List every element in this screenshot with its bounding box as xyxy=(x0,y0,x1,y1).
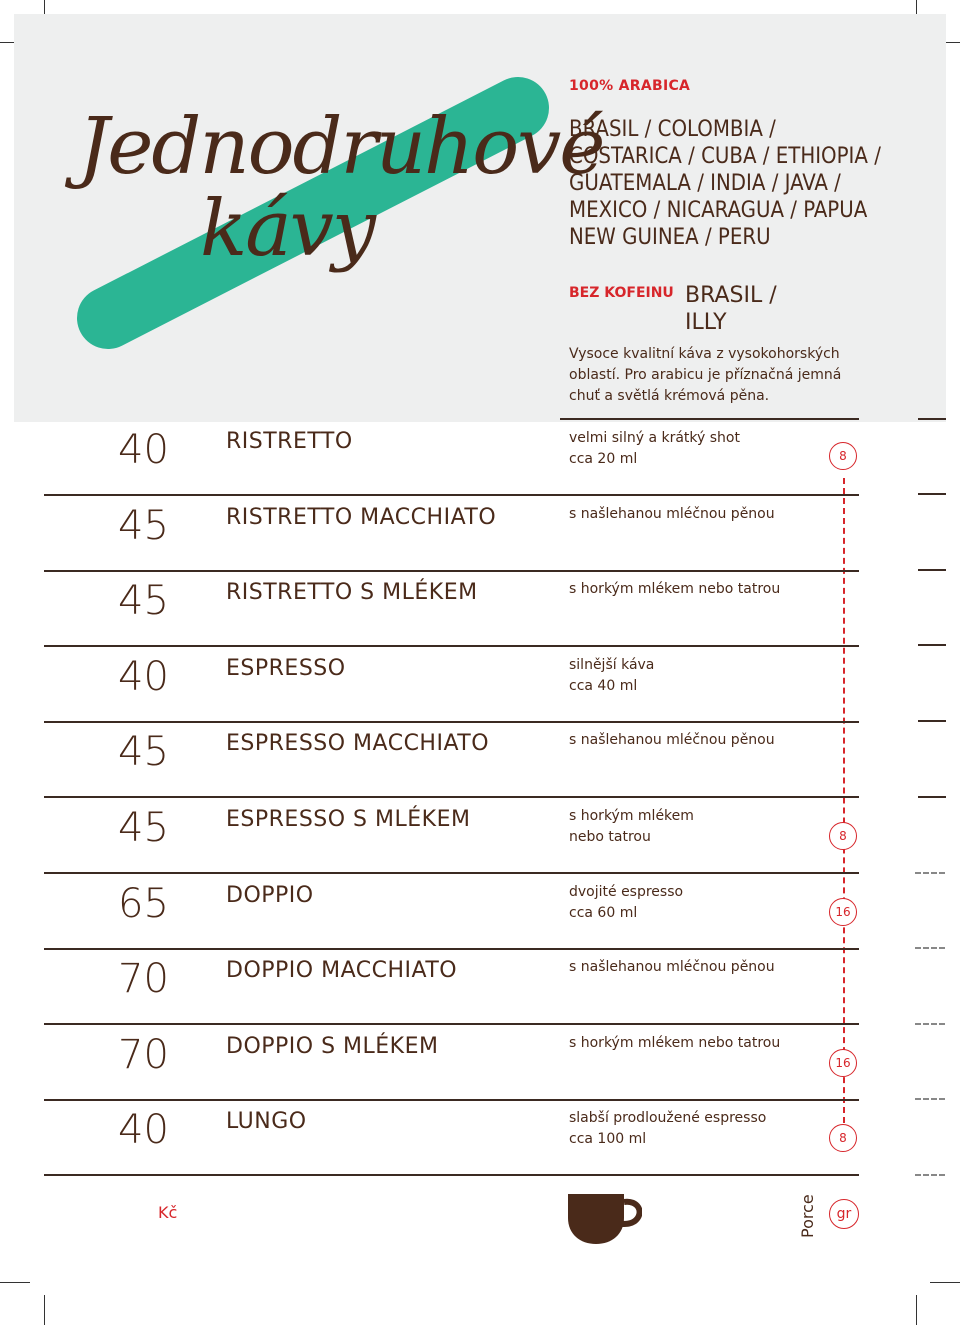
menu-row xyxy=(44,420,859,496)
menu-row xyxy=(44,798,859,874)
price: 45 xyxy=(118,578,169,624)
currency-label: Kč xyxy=(158,1203,178,1222)
edge-tick xyxy=(918,644,946,646)
drink-description: velmi silný a krátký shot cca 20 ml xyxy=(569,430,740,467)
row-divider xyxy=(44,1174,859,1176)
edge-dash xyxy=(915,947,945,949)
price: 45 xyxy=(118,729,169,775)
page-title-line1: Jednodruhové xyxy=(78,102,604,192)
menu-row xyxy=(44,1100,859,1176)
portion-label: Porce xyxy=(798,1194,817,1238)
menu-row xyxy=(44,647,859,723)
price: 40 xyxy=(118,654,169,700)
edge-tick xyxy=(918,418,946,420)
drink-name: RISTRETTO xyxy=(226,429,353,454)
gram-unit-badge: gr xyxy=(829,1199,859,1229)
drink-name: ESPRESSO xyxy=(226,656,346,681)
drink-description: dvojité espresso cca 60 ml xyxy=(569,884,684,921)
drink-name: DOPPIO MACCHIATO xyxy=(226,958,458,983)
gram-badge: 8 xyxy=(829,442,857,470)
price: 45 xyxy=(118,805,169,851)
gram-badge: 16 xyxy=(829,1049,857,1077)
menu-row xyxy=(44,874,859,950)
drink-description: s našlehanou mléčnou pěnou xyxy=(569,506,775,522)
edge-dash xyxy=(915,1174,945,1176)
price: 45 xyxy=(118,503,169,549)
price: 40 xyxy=(118,1107,169,1153)
decaf-origins: BRASIL / ILLY xyxy=(685,283,777,335)
origins-list: BRASIL / COLOMBIA / COSTARICA / CUBA / ETHIOPIA / GUATEMALA / INDIA / JAVA / MEXICO / NICARAGUA / PAPUA NEW GUINEA / PERU xyxy=(569,117,881,250)
price: 65 xyxy=(118,881,169,927)
edge-dash xyxy=(915,872,945,874)
price: 70 xyxy=(118,1032,169,1078)
row-divider xyxy=(560,418,859,420)
menu-row xyxy=(44,722,859,798)
menu-row xyxy=(44,949,859,1025)
menu-row xyxy=(44,496,859,572)
drink-description: s našlehanou mléčnou pěnou xyxy=(569,959,775,975)
crop-mark xyxy=(930,1282,960,1283)
coffee-cup-icon xyxy=(566,1190,642,1246)
menu-row xyxy=(44,1025,859,1101)
page-title-line2: kávy xyxy=(200,184,374,274)
drink-description: slabší prodloužené espresso cca 100 ml xyxy=(569,1110,767,1147)
drink-name: DOPPIO S MLÉKEM xyxy=(226,1034,439,1059)
edge-tick xyxy=(918,569,946,571)
intro-text: Vysoce kvalitní káva z vysokohorských oblastí. Pro arabicu je příznačná jemná chuť a světlá krémová pěna. xyxy=(569,346,842,404)
edge-tick xyxy=(918,493,946,495)
drink-description: s horkým mlékem nebo tatrou xyxy=(569,581,781,597)
edge-dash xyxy=(915,1023,945,1025)
crop-mark xyxy=(0,1282,30,1283)
drink-description: silnější káva cca 40 ml xyxy=(569,657,655,694)
drink-name: LUNGO xyxy=(226,1109,307,1134)
edge-tick xyxy=(918,720,946,722)
drink-name: RISTRETTO S MLÉKEM xyxy=(226,580,478,605)
crop-mark xyxy=(44,1295,45,1325)
menu-row xyxy=(44,571,859,647)
edge-dash xyxy=(915,1098,945,1100)
drink-name: DOPPIO xyxy=(226,883,314,908)
drink-name: RISTRETTO MACCHIATO xyxy=(226,505,497,530)
drink-description: s horkým mlékem nebo tatrou xyxy=(569,1035,781,1051)
gram-badge: 8 xyxy=(829,822,857,850)
drink-name: ESPRESSO MACCHIATO xyxy=(226,731,490,756)
price: 70 xyxy=(118,956,169,1002)
drink-name: ESPRESSO S MLÉKEM xyxy=(226,807,471,832)
edge-tick xyxy=(918,796,946,798)
gram-badge: 8 xyxy=(829,1124,857,1152)
arabica-label: 100% ARABICA xyxy=(569,78,691,94)
crop-mark xyxy=(916,1295,917,1325)
decaf-label: BEZ KOFEINU xyxy=(569,285,674,301)
drink-description: s našlehanou mléčnou pěnou xyxy=(569,732,775,748)
price: 40 xyxy=(118,427,169,473)
drink-description: s horkým mlékem nebo tatrou xyxy=(569,808,694,845)
gram-badge: 16 xyxy=(829,898,857,926)
